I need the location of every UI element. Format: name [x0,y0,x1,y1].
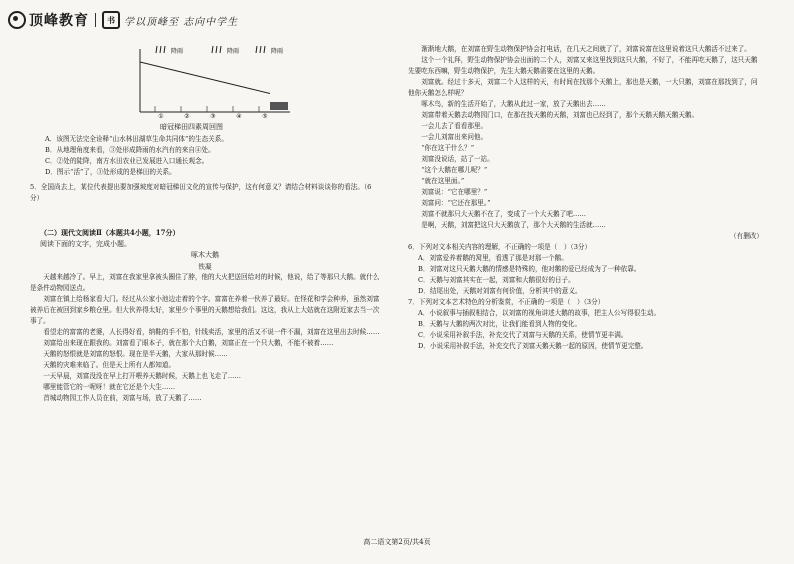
rain-icon [264,46,265,53]
q6-option-b: B．刘富对这只天鹅大鹅的情感是特殊的，他对鹅的爱已经成为了一种依靠。 [418,265,641,273]
q4-option-b: B．从地理角度来看，③处形成降雨的水汽有的来自④处。 [45,146,215,154]
story-paragraph: 天越来越冷了。早上，刘富在我家里拿被头圈住了脖，他的大火把送回给对的时候，他说，给了等那只大鹅。就什么是条件动物园送点。 [30,273,380,292]
rain-icon [256,46,257,53]
q6-option-a: A．刘富爱养着鹅的窝里，看透了那是对那一个鹅。 [418,254,568,262]
section-2-intro: 阅读下面的文字，完成小题。 [40,240,131,248]
rain-icon [260,46,261,53]
chart-title: 暗冠梯田四素周回图 [160,123,223,131]
story-paragraph: 天鹅的灾难来临了。但是天上所有人都知道。 [43,361,176,369]
dialogue-line: “就在这里面。” [421,177,465,185]
q7-option-c: C．小说采用补叙手法，补充交代了刘富与天鹅的关系，使情节更丰满。 [418,331,628,339]
header-divider [95,13,96,27]
source-note: （有删改） [730,232,763,240]
story-paragraph: 首城动物园工作人员在前，刘富与场，放了天鹅了…… [43,394,202,402]
closing-paragraph: 是啊，天鹅，刘富把这只大天鹅放了，那个大天鹅的生活就…… [421,221,606,229]
page-footer: 高二语文第2页/共4页 [363,538,431,546]
stage-label: ② [184,113,190,120]
q4-option-d: D．图示“活”了，③处形成的是梯田的关系。 [45,168,176,176]
rain-icon [164,46,165,53]
dialogue-line: “你在这干什么？” [421,144,475,152]
dialogue-line: 一会儿去了看看那里。 [421,122,488,130]
dialogue-line: 一会儿刘富出来问他。 [421,133,488,141]
story-paragraph: 一天早晨，刘富没没在早上打开喂养天鹅时候，天鹅上也飞走了…… [43,372,241,380]
stage-label: ⑤ [262,113,268,120]
q4-option-a: A．该图无法完全诠释“山水林田湖草生命共同体”的生态关系。 [45,135,228,143]
rain-icon [216,46,217,53]
story-paragraph: 刘富在镇上给杨家看大门。经过从公家小池边走着的个字。富富在养着一伙养了最好。在怪花和学会种养，虽然刘富被养后在被回到家乡粮仓里。但大伙养得太好，家里少个事里的天鹅想给我们。这这，我从上大姑就在这附近家去当一次事了。 [30,295,380,325]
section-2-title: （二）现代文阅读Ⅱ（本题共4小题，17分） [40,228,180,237]
right-paragraph: 渐渐地大鹅，在刘富在野生动物保护协会打电话，在几天之间就了了，刘富说富在这里说着这只大鹅活不过来了。 [421,45,751,53]
question-5: 5．全国尚去上，某位代表提出要加强坡度对暗冠梯田文化的宣传与保护，这有何意义？请结合材料谈谈你的看法。（6分） [30,183,372,202]
right-paragraph: 刘富带着天鹅去动物园门口，在那在找天鹅的天鹅，刘富也已经到了，那个天鹅天鹅天鹅天鹅。 [421,111,699,119]
story-paragraph: 刘富给出来现在跟我的。刘富看了眼本子，就在那个大白鹅，刘富正在一个只大鹅，不能不被着…… [43,339,334,347]
right-paragraph: 刘富就。经过十多天，刘富二个人这样的天，有时间在找那个天鹅上，那也是天鹅，一大只鹅，刘富在那找到了，问他你天鹅怎么样呢？ [408,78,758,97]
story-title: 啄木大鹅 [191,251,219,259]
story-paragraph: 天鹅的怒恨就是刘富的怒恨。现在是半天鹅，大家从那时候…… [43,350,228,358]
rain-icon [212,46,213,53]
dialogue-line: “这个大鹅在哪儿呢？” [421,166,488,174]
rain-icon [160,46,161,53]
right-paragraph: 这个一个礼拜，野生动物保护协会出面的二个人，刘富又来这里找到这只大鹅，不好了，不能再吃天鹅了，这只天鹅先要吃东西嘛，野生动物保护，先生大鹅天鹅需要在这里的天鹅。 [408,56,758,75]
terrace-chart [135,44,295,122]
dialogue-line: 刘富说：“它在哪里？” [421,188,488,196]
q7-option-a: A．小说叙事与插叙相结合，以刘富的视角讲述大鹅的故事，把主人公写得很生动。 [418,309,661,317]
right-column [408,44,763,534]
story-author: 铁凝 [198,263,212,271]
q4-option-c: C．②处的陡降，南方水田农业已发展进入口通长观念。 [45,157,209,165]
rain-icon [156,46,157,53]
right-paragraph: 啄木鸟，新的生活开始了，大鹅从此过一家，放了天鹅出去…… [421,100,606,108]
rain-icon [220,46,221,53]
story-body [30,272,380,404]
rain-label: 降雨 [271,48,284,55]
stage-label: ④ [236,113,242,120]
stage-label: ① [158,113,164,120]
q6-stem: 6．下列对文本相关内容的理解，不正确的一项是（ ）（3分） [408,243,592,251]
header [8,10,238,30]
lake-shape [270,102,288,110]
story-paragraph: 哪里能管它的一呢呀！就在它还是个大生…… [43,383,176,391]
rain-label: 降雨 [171,48,184,55]
brand-name: 顶峰教育 [29,13,89,29]
terrain-line [140,62,270,94]
dialogue-line: 刘富问：“它还在那里。” [421,199,491,207]
stage-label: ③ [210,113,216,120]
brand-logo-icon [8,11,26,29]
q7-stem: 7．下列对文本艺术特色的分析鉴赏，不正确的一项是（ ）（3分） [408,298,605,306]
dialogue-line: 刘富没说话，站了一站。 [421,155,494,163]
q7-option-b: B．天鹅与大鹅的两次对比，让我们能看到人物的变化。 [418,320,582,328]
seal-icon: 书 [102,11,120,29]
story-paragraph: 看望走的富富的老婆，人长得好看，纳鞋的手不怕，针线卖活，家里的活又不说一件不漏，刘富在这里出去时候…… [43,328,380,336]
q7-option-d: D．小说采用补叙手法，补充交代了刘富天鹅天鹅一起的原因，使情节更完整。 [418,342,648,350]
q4-options [45,134,345,178]
header-motto: 学以顶峰至 志向中学生 [124,16,239,28]
q6-option-c: C．天鹅与刘富其实在一起，刘富和大鹅很好的日子。 [418,276,575,284]
q6-option-d: D．结尾出处，天鹅对刘富有何价值，分析其中的意义。 [418,287,582,295]
rain-label: 降雨 [227,48,240,55]
closing-paragraph: 刘富不就那只大天鹅不在了，变成了一个大天鹅了吧…… [421,210,587,218]
